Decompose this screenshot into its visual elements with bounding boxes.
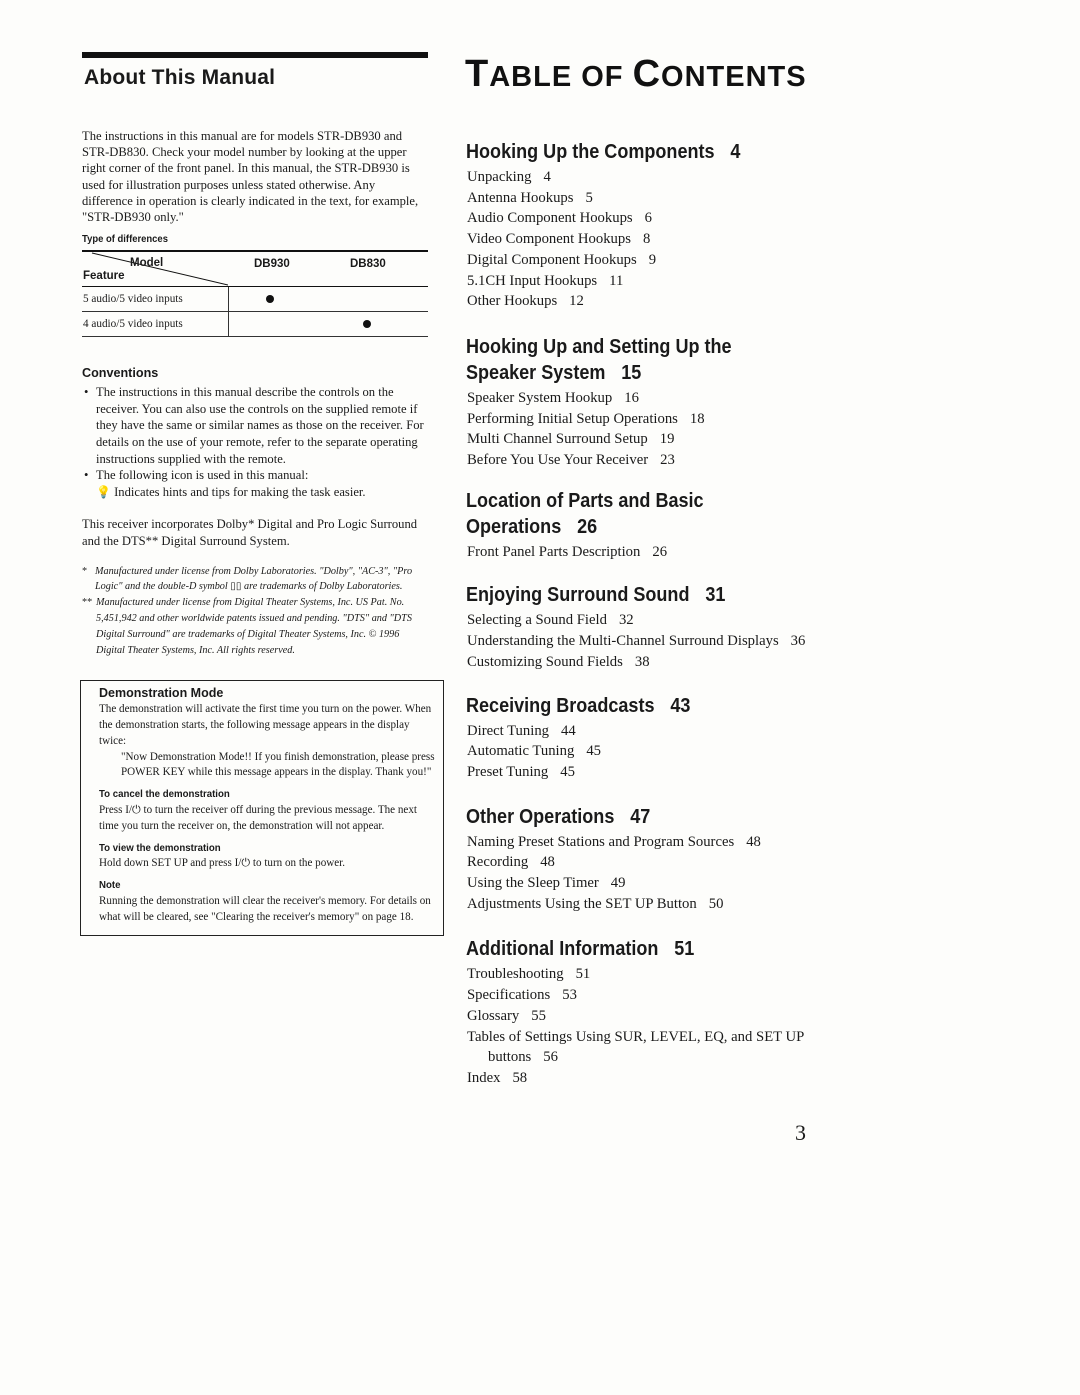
- section-heading[interactable]: Additional Information 51: [466, 937, 695, 961]
- check-dot-icon: [266, 295, 274, 303]
- check-dot-icon: [363, 320, 371, 328]
- toc-entry[interactable]: Adjustments Using the SET UP Button 50: [467, 895, 724, 912]
- footnote-text: Manufactured under license from Digital Theater Systems, Inc. US Pat. No. 5,451,942 and other worldwide patents issued and pending. "DTS" and "DTS Digital Surround" are trademarks of Digital Theater Systems, Inc. © 1996 Digital Theater Systems, Inc. All rights reserved.: [96, 597, 412, 656]
- toc-entry[interactable]: Specifications 53: [467, 987, 577, 1004]
- section-heading[interactable]: Hooking Up the Components 4: [466, 140, 741, 163]
- row-feature: 4 audio/5 video inputs: [83, 318, 183, 331]
- note-text: Running the demonstration will clear the receiver's memory. For details on what will be cleared, see "Clearing the receiver's memory" on page 18.: [99, 894, 431, 923]
- section-heading[interactable]: Location of Parts and Basic Operations 26: [466, 488, 704, 538]
- intro-paragraph: The instructions in this manual are for models STR-DB930 and STR-DB830. Check your model number by looking at the upper right corner of the front panel. In this manual, the STR-DB930 is used for illustration purposes unless stated otherwise. Any difference in operation is clearly indicated in the text, for example, "STR-DB930 only.": [82, 129, 419, 225]
- toc-entry[interactable]: Selecting a Sound Field 32: [467, 612, 634, 629]
- toc-entry[interactable]: Digital Component Hookups 9: [467, 251, 657, 268]
- conventions-title: Conventions: [82, 366, 159, 381]
- toc-entry[interactable]: Front Panel Parts Description 26: [467, 543, 668, 560]
- section-rule: [82, 52, 428, 58]
- toc-entry[interactable]: Performing Initial Setup Operations 18: [467, 410, 705, 427]
- toc-section: [466, 582, 826, 672]
- section-heading[interactable]: Other Operations 47: [466, 804, 651, 828]
- toc-entry[interactable]: Antenna Hookups 5: [467, 189, 593, 206]
- section-heading[interactable]: Hooking Up and Setting Up the Speaker System 15: [466, 334, 732, 384]
- toc-entry[interactable]: Other Hookups 12: [467, 293, 584, 310]
- toc-entry[interactable]: Glossary 55: [467, 1007, 546, 1024]
- toc-entry[interactable]: Customizing Sound Fields 38: [467, 653, 650, 670]
- toc-section: [466, 693, 826, 783]
- header-db930: DB930: [254, 258, 290, 271]
- footnote-dts: [82, 595, 428, 658]
- list-item: • The instructions in this manual describe the controls on the receiver. You can also use the controls on the supplied remote if they have the same or similar names as those on the receiver. For details on the use of your remote, refer to the separate operating instructions supplied with the remote.: [82, 384, 428, 467]
- toc-section: [466, 139, 826, 312]
- header-model: Model: [130, 257, 164, 270]
- toc-section: [466, 804, 826, 915]
- note-title: Note: [99, 879, 121, 892]
- toc-section: [466, 488, 826, 563]
- dolby-paragraph: This receiver incorporates Dolby* Digital and Pro Logic Surround and the DTS** Digital Surround System.: [82, 517, 418, 548]
- toc-entry[interactable]: Video Component Hookups 8: [467, 231, 651, 248]
- toc-entry[interactable]: Speaker System Hookup 16: [467, 389, 639, 406]
- footnote-text: Manufactured under license from Dolby Laboratories. "Dolby", "AC-3", "Pro Logic" and the double-D symbol ▯▯ are trademarks of Dolby Laboratories.: [95, 565, 413, 593]
- demo-message: "Now Demonstration Mode!! If you finish demonstration, please press POWER KEY while this message appears in the display. Thank you!": [121, 750, 435, 779]
- about-this-manual-column: [82, 52, 435, 936]
- conventions-list: [82, 384, 428, 484]
- toc-entry[interactable]: Using the Sleep Timer 49: [467, 875, 626, 892]
- demonstration-mode-box: [80, 680, 444, 935]
- header-db830: DB830: [350, 258, 386, 271]
- toc-entry[interactable]: Multi Channel Surround Setup 19: [467, 431, 675, 448]
- toc-entry[interactable]: Naming Preset Stations and Program Sources 48: [467, 833, 761, 850]
- lightbulb-icon: 💡: [96, 484, 111, 499]
- toc-entry[interactable]: Troubleshooting 51: [467, 966, 591, 983]
- toc-entry[interactable]: Audio Component Hookups 6: [467, 210, 652, 227]
- row-feature: 5 audio/5 video inputs: [83, 293, 183, 306]
- toc-entry[interactable]: Preset Tuning 45: [467, 763, 575, 780]
- toc-section: [466, 334, 826, 471]
- toc-entry[interactable]: Direct Tuning 44: [467, 722, 576, 739]
- toc-entry[interactable]: Index 58: [467, 1069, 528, 1086]
- toc-entry[interactable]: Tables of Settings Using SUR, LEVEL, EQ, and SET UP buttons 56: [467, 1028, 804, 1066]
- cancel-title: To cancel the demonstration: [99, 788, 230, 801]
- table-of-contents: [466, 139, 826, 1089]
- toc-section: [466, 936, 826, 1088]
- toc-entry[interactable]: Unpacking 4: [467, 169, 551, 185]
- demo-title: Demonstration Mode: [99, 686, 224, 701]
- toc-title: TABLE OF CONTENTS: [465, 53, 807, 95]
- toc-entry[interactable]: Understanding the Multi-Channel Surround Displays 36: [467, 633, 806, 650]
- row-divider: [228, 287, 229, 311]
- toc-entry[interactable]: Automatic Tuning 45: [467, 743, 602, 760]
- tip-text: Indicates hints and tips for making the task easier.: [114, 484, 366, 499]
- table-header: [82, 250, 428, 287]
- footnotes: [82, 564, 428, 659]
- list-item: • The following icon is used in this manual:: [82, 467, 428, 484]
- section-heading[interactable]: Enjoying Surround Sound 31: [466, 583, 726, 607]
- view-text: Hold down SET UP and press I/⏻ to turn on the power.: [99, 857, 346, 870]
- tip-line: [82, 484, 428, 501]
- table-caption: Type of differences: [82, 233, 168, 246]
- toc-entry[interactable]: Recording 48: [467, 854, 555, 871]
- footnote-mark: *: [82, 565, 88, 577]
- view-title: To view the demonstration: [99, 841, 221, 854]
- differences-table: [82, 250, 428, 337]
- about-title: About This Manual: [84, 66, 276, 89]
- table-row: [82, 312, 428, 337]
- table-row: [82, 287, 428, 312]
- demo-text: The demonstration will activate the first time you turn on the power. When the demonstration starts, the following message appears in the display twice:: [99, 703, 432, 747]
- footnote-dolby: [82, 564, 428, 596]
- header-feature: Feature: [83, 270, 125, 283]
- toc-entry[interactable]: Before You Use Your Receiver 23: [467, 452, 675, 469]
- page-number: 3: [795, 1120, 806, 1145]
- section-heading[interactable]: Receiving Broadcasts 43: [466, 693, 691, 717]
- footnote-mark: **: [82, 597, 93, 609]
- row-divider: [228, 312, 229, 336]
- toc-entry[interactable]: 5.1CH Input Hookups 11: [467, 272, 624, 289]
- cancel-text: Press I/⏻ to turn the receiver off during the previous message. The next time you turn the receiver on, the demonstration will not appear.: [99, 803, 417, 832]
